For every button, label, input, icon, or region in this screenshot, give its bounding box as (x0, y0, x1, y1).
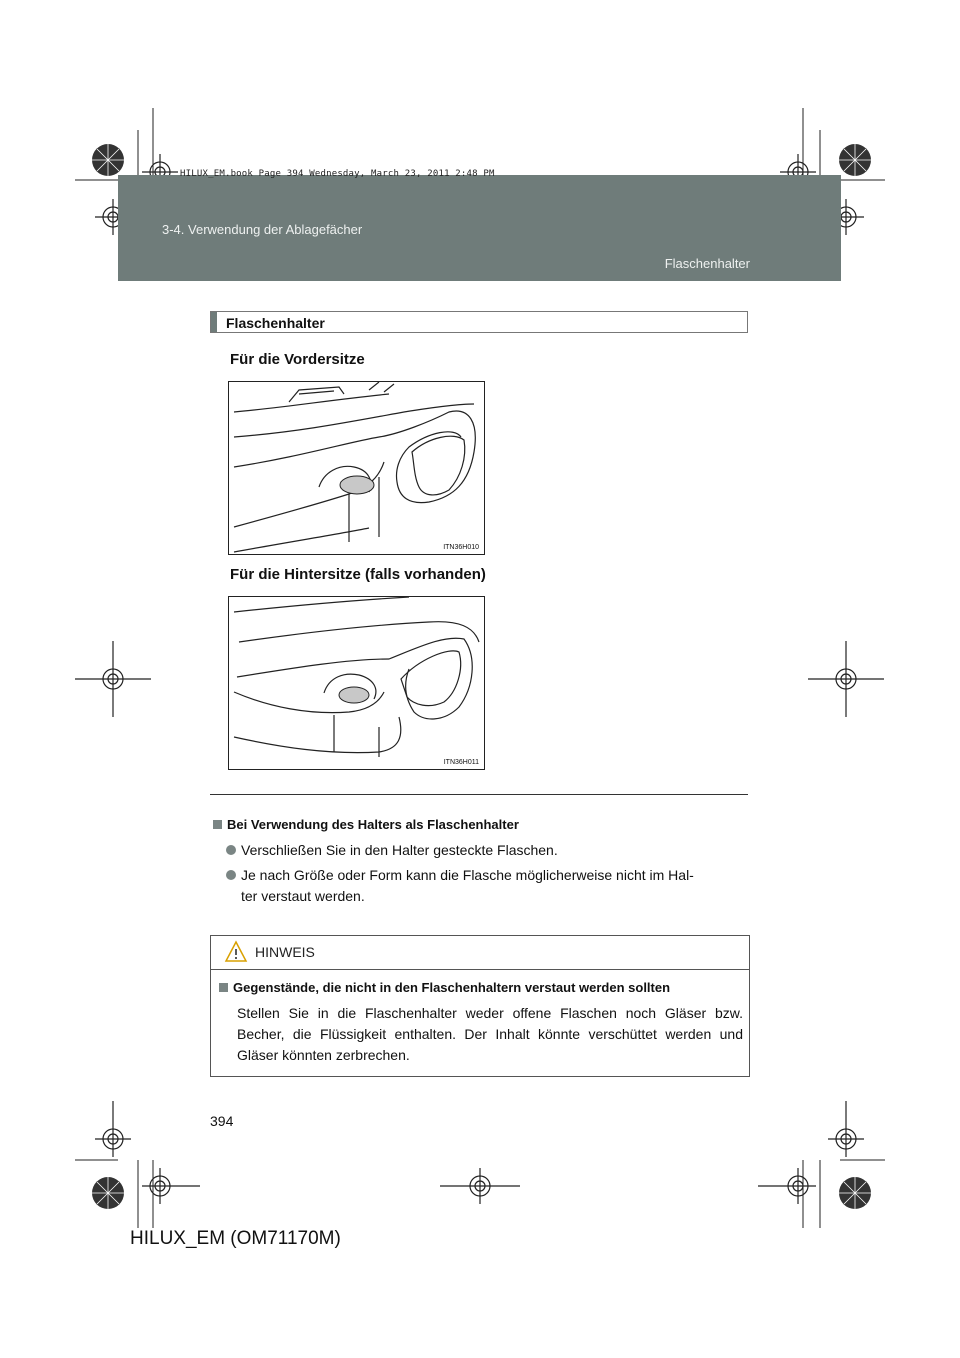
caution-title: Gegenstände, die nicht in den Flaschenhaltern verstaut werden sollten (233, 980, 671, 995)
caution-label: HINWEIS (255, 944, 315, 960)
front-door-bottle-holder-illustration (229, 382, 486, 556)
figure-code-front: ITN36H010 (443, 544, 479, 551)
warning-triangle-icon (224, 940, 248, 964)
info-point-text: Je nach Größe oder Form kann die Flasche möglicherweise nicht im Hal- (241, 867, 694, 883)
divider (210, 794, 748, 795)
caution-heading (219, 980, 670, 995)
info-heading (213, 817, 519, 832)
page-topic: Flaschenhalter (664, 256, 750, 271)
info-point-continuation: ter verstaut werden. (241, 888, 365, 904)
figure-code-rear: ITN36H011 (443, 759, 479, 766)
square-bullet-icon (219, 983, 228, 992)
info-point-text: Verschließen Sie in den Halter gesteckte Flaschen. (241, 842, 558, 858)
subsection-heading-rear: Für die Hintersitze (falls vorhanden) (230, 566, 486, 583)
info-point (226, 865, 746, 907)
round-bullet-icon (226, 845, 236, 855)
rear-door-bottle-holder-illustration (229, 597, 486, 771)
section-breadcrumb: 3-4. Verwendung der Ablagefächer (162, 222, 363, 237)
figure-front-bottle-holder (228, 381, 485, 555)
caution-text: Stellen Sie in die Flaschenhalter weder offene Flaschen noch Gläser bzw. Becher, die Flüssigkeit enthalten. Der Inhalt könnte verschüttet werden und Gläser könnten zerbrechen. (237, 1005, 743, 1063)
section-title: Flaschenhalter (226, 315, 325, 331)
figure-rear-bottle-holder (228, 596, 485, 770)
info-point (226, 840, 558, 861)
document-code: HILUX_EM (OM71170M) (130, 1228, 341, 1249)
section-title-bar (210, 311, 748, 333)
page-number: 394 (210, 1113, 234, 1129)
square-bullet-icon (213, 820, 222, 829)
title-accent (211, 312, 217, 332)
subsection-heading-front: Für die Vordersitze (230, 351, 365, 368)
caution-header-divider (211, 969, 749, 970)
info-title: Bei Verwendung des Halters als Flaschenhalter (227, 817, 519, 832)
caution-box (210, 935, 750, 1077)
print-info: HILUX_EM.book Page 394 Wednesday, March 23, 2011 2:48 PM (180, 169, 495, 179)
round-bullet-icon (226, 870, 236, 880)
